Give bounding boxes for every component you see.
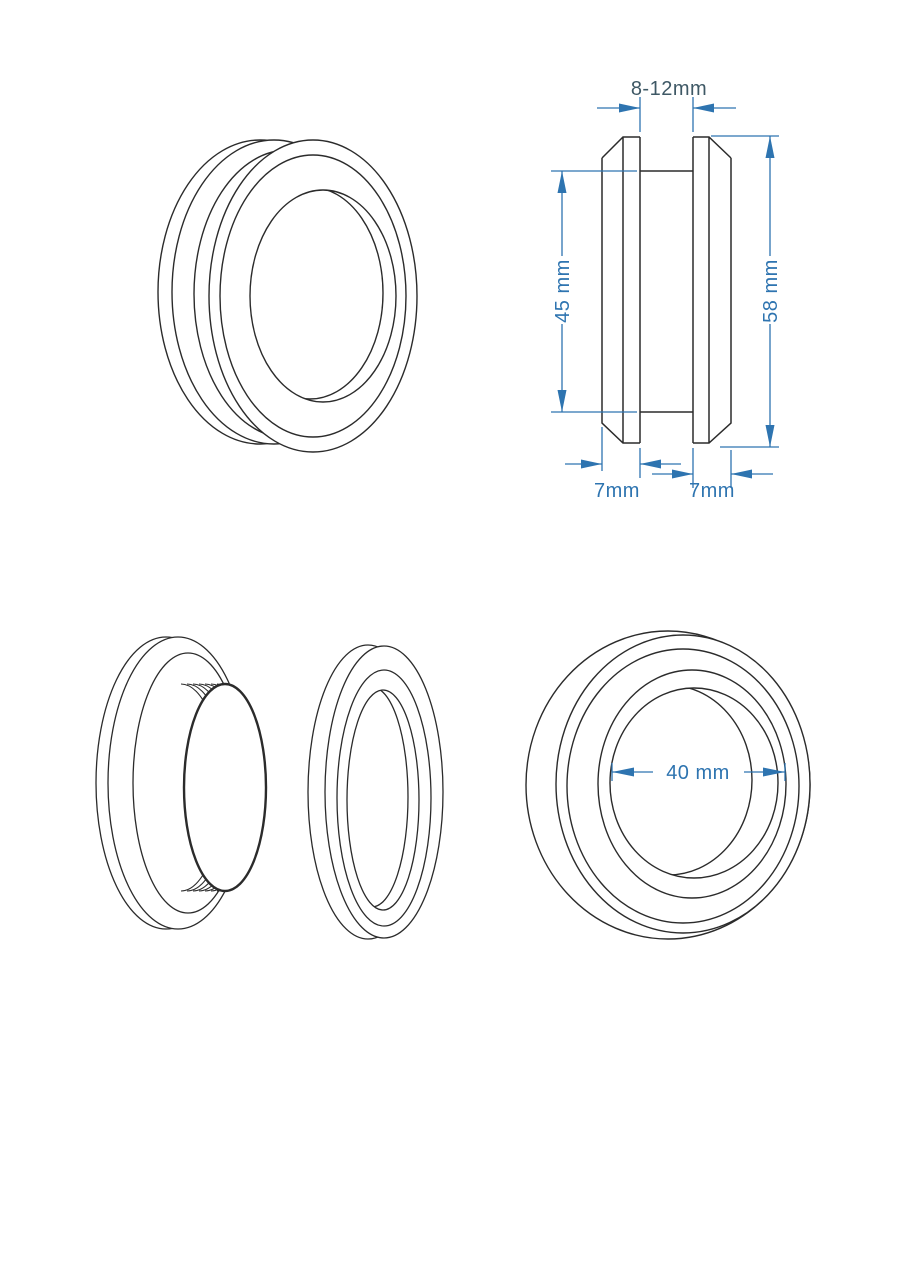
exploded-view-figure	[96, 637, 443, 939]
right-flange-outline	[693, 137, 731, 443]
barrel-outline	[640, 171, 693, 412]
gap-dimension-label: 8-12mm	[630, 78, 708, 100]
front-view-figure	[526, 631, 810, 939]
left-flange-outline	[602, 137, 640, 443]
gap-extension-lines	[640, 97, 693, 132]
inner-height-arrow-top	[558, 171, 567, 193]
right-flange-arrow-right	[731, 470, 752, 479]
inner-height-label: 45 mm	[552, 259, 574, 323]
cross-section-dimensions	[551, 78, 782, 502]
left-flange-arrow-right	[640, 460, 661, 469]
outer-height-arrow-top	[766, 136, 775, 158]
left-flange-width-label: 7mm	[594, 480, 640, 502]
ring-nut-part	[308, 645, 443, 939]
hole-front-ellipse	[250, 190, 396, 402]
thread-face-ellipse	[184, 684, 266, 891]
left-flange-extension-lines	[602, 427, 640, 478]
threaded-part	[96, 637, 266, 929]
gap-arrow-left	[619, 104, 640, 113]
left-flange-arrow-left	[581, 460, 602, 469]
hole-diameter-label: 40 mm	[666, 762, 730, 784]
right-flange-width-label: 7mm	[689, 480, 735, 502]
inner-height-arrow-bottom	[558, 390, 567, 412]
gap-arrow-right	[693, 104, 714, 113]
outer-height-arrow-bottom	[766, 425, 775, 447]
isometric-knob-figure	[158, 140, 417, 452]
outer-height-label: 58 mm	[760, 259, 782, 323]
right-flange-arrow-left	[672, 470, 693, 479]
cross-section-figure	[602, 137, 731, 443]
